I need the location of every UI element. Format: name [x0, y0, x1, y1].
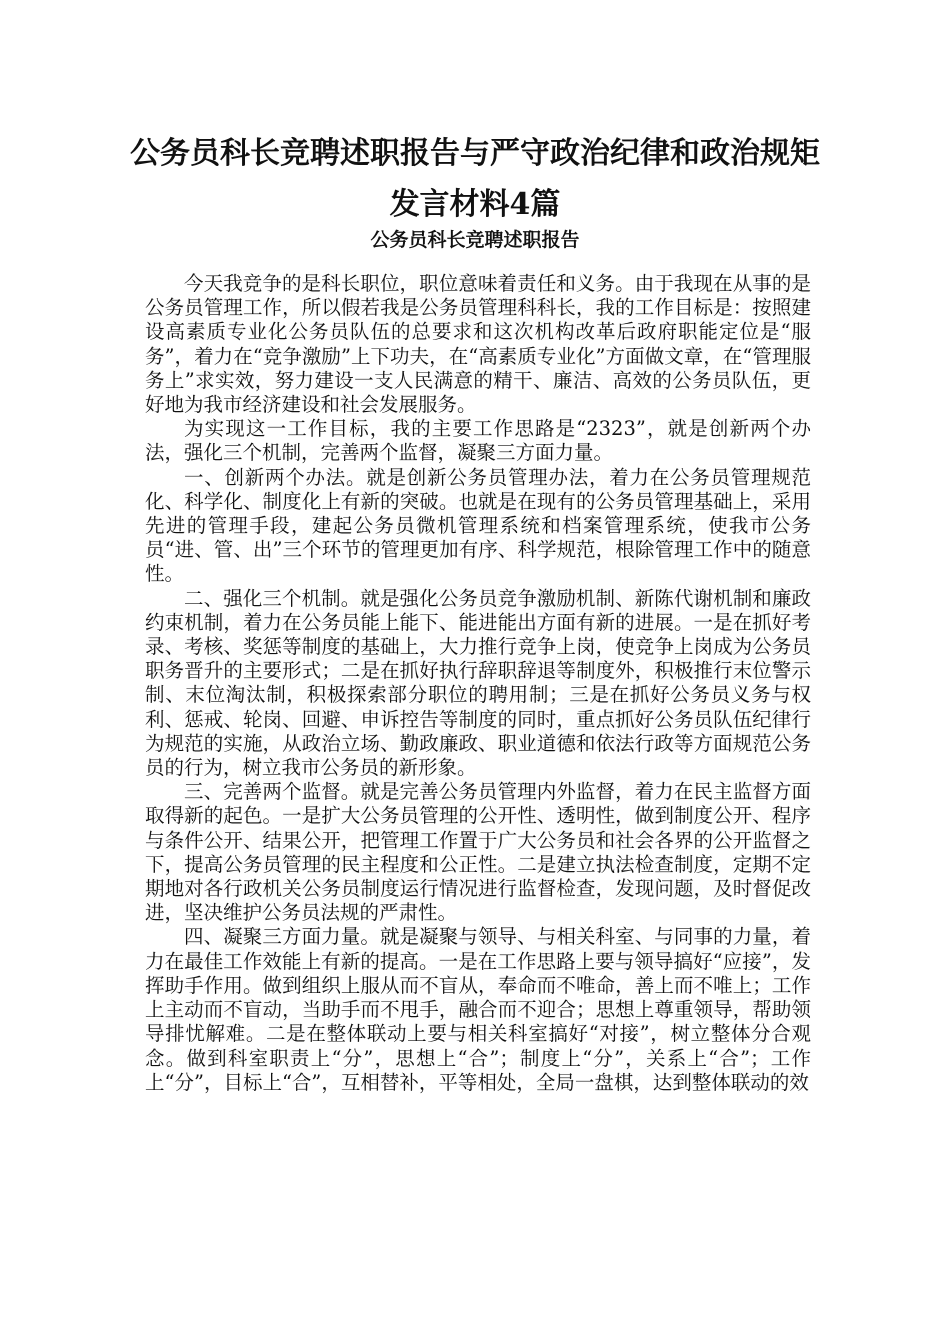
document-title-line-2: 发言材料4篇	[389, 187, 561, 222]
paragraph-section-1: 一、创新两个办法。就是创新公务员管理办法，着力在公务员管理规范化、科学化、制度化上有新的突破。也就是在现有的公务员管理基础上，采用先进的管理手段，建起公务员微机管理系统和档案管理系统，使我市公务员“进、管、出”三个环节的管理更加有序、科学规范，根除管理工作中的随意性。	[145, 465, 811, 586]
document-body	[145, 272, 811, 1095]
section-subtitle: 公务员科长竞聘述职报告	[370, 229, 580, 251]
paragraph-section-3: 三、完善两个监督。就是完善公务员管理内外监督，着力在民主监督方面取得新的起色。一是扩大公务员管理的公开性、透明性，做到制度公开、程序与条件公开、结果公开，把管理工作置于广大公务员和社会各界的公开监督之下，提高公务员管理的民主程度和公正性。二是建立执法检查制度，定期不定期地对各行政机关公务员制度运行情况进行监督检查，发现问题，及时督促改进，坚决维护公务员法规的严肃性。	[145, 780, 811, 925]
paragraph-section-2: 二、强化三个机制。就是强化公务员竞争激励机制、新陈代谢机制和廉政约束机制，着力在公务员能上能下、能进能出方面有新的进展。一是在抓好考录、考核、奖惩等制度的基础上，大力推行竞争上岗，使竞争上岗成为公务员职务晋升的主要形式；二是在抓好执行辞职辞退等制度外，积极推行末位警示制、末位淘汰制，积极探索部分职位的聘用制；三是在抓好公务员义务与权利、惩戒、轮岗、回避、申诉控告等制度的同时，重点抓好公务员队伍纪律行为规范的实施，从政治立场、勤政廉政、职业道德和依法行政等方面规范公务员的行为，树立我市公务员的新形象。	[145, 586, 811, 780]
paragraph-section-4: 四、凝聚三方面力量。就是凝聚与领导、与相关科室、与同事的力量，着力在最佳工作效能上有新的提高。一是在工作思路上要与领导搞好“应接”，发挥助手作用。做到组织上服从而不盲从，奉命而不唯命，善上而不唯上；工作上主动而不盲动，当助手而不甩手，融合而不迎合；思想上尊重领导，帮助领导排忧解难。二是在整体联动上要与相关科室搞好“对接”，树立整体分合观念。做到科室职责上“分”，思想上“合”；制度上“分”，关系上“合”；工作上“分”，目标上“合”，互相替补，平等相处，全局一盘棋，达到整体联动的效	[145, 925, 811, 1094]
document-title-line-1: 公务员科长竞聘述职报告与严守政治纪律和政治规矩	[130, 136, 820, 171]
paragraph-intro: 今天我竞争的是科长职位，职位意味着责任和义务。由于我现在从事的是公务员管理工作，所以假若我是公务员管理科科长，我的工作目标是：按照建设高素质专业化公务员队伍的总要求和这次机构改革后政府职能定位是“服务”，着力在“竞争激励”上下功夫，在“高素质专业化”方面做文章，在“管理服务上”求实效，努力建设一支人民满意的精干、廉洁、高效的公务员队伍，更好地为我市经济建设和社会发展服务。	[145, 272, 811, 417]
paragraph-work-idea: 为实现这一工作目标，我的主要工作思路是“2323”，就是创新两个办法，强化三个机制，完善两个监督，凝聚三方面力量。	[145, 417, 811, 465]
